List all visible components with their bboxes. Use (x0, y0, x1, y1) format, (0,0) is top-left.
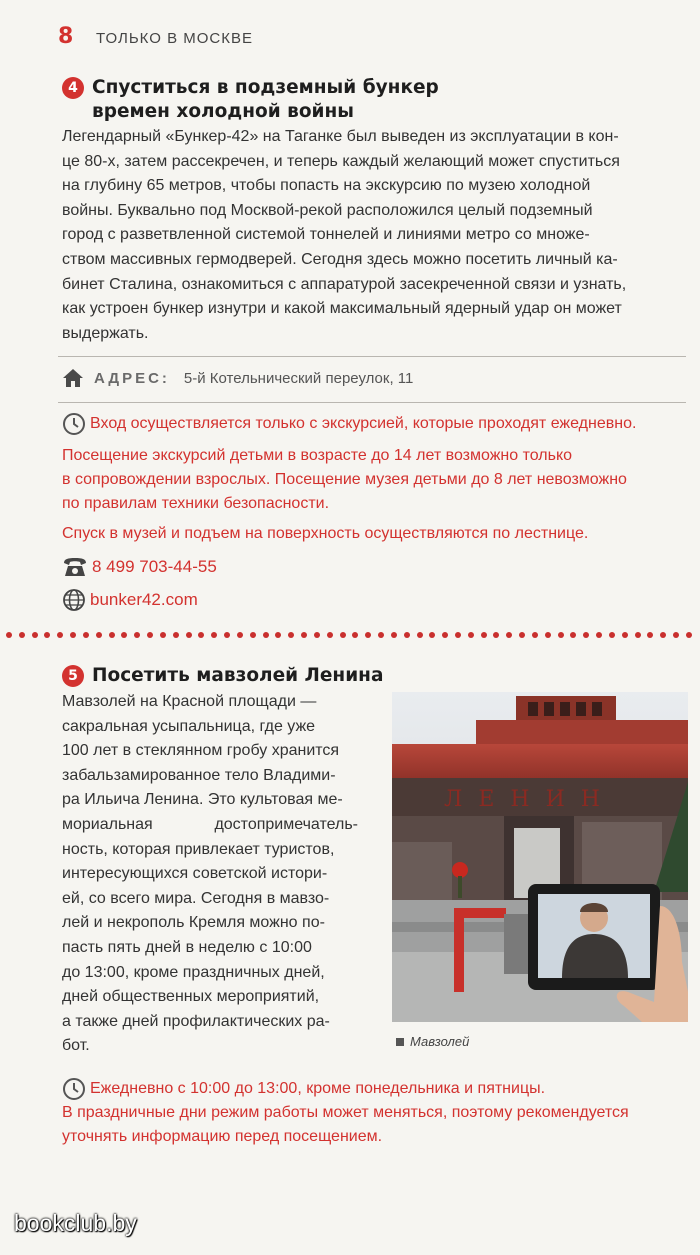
separator-dot (481, 632, 487, 638)
separator-dot (417, 632, 423, 638)
mausoleum-sign: ЛЕНИН (444, 787, 616, 812)
section-number-badge: 4 (62, 77, 84, 99)
separator-dot (224, 632, 230, 638)
globe-icon (62, 588, 86, 612)
notice-line: В праздничные дни режим работы может меняться, поэтому рекомендуется (62, 1104, 629, 1121)
separator-dot (314, 632, 320, 638)
body-line: це 80-х, затем рассекречен, и теперь каждый желающий может спуститься (62, 152, 620, 170)
body-line: город с разветвленной системой тоннелей и линиями метро со множе- (62, 226, 590, 244)
home-icon (62, 368, 84, 388)
separator-dot (263, 632, 269, 638)
separator-dot (237, 632, 243, 638)
divider (58, 402, 686, 403)
separator-dot (596, 632, 602, 638)
separator-dot (352, 632, 358, 638)
separator-dot (660, 632, 666, 638)
separator-dot (173, 632, 179, 638)
separator-dot (391, 632, 397, 638)
separator-dot (365, 632, 371, 638)
separator-dot (442, 632, 448, 638)
separator-dot (327, 632, 333, 638)
watermark: bookclub.by (14, 1210, 137, 1236)
body-line: мориальная достопримечатель- (62, 815, 358, 833)
body-line: ей, со всего мира. Сегодня в мавзо- (62, 889, 330, 907)
dotted-separator (0, 629, 700, 641)
body-line: выдержать. (62, 324, 149, 342)
phone-row (62, 556, 217, 578)
body-line: пасть пять дней в неделю с 10:00 (62, 938, 312, 956)
separator-dot (211, 632, 217, 638)
separator-dot (96, 632, 102, 638)
age-notice (62, 444, 627, 516)
separator-dot (121, 632, 127, 638)
section-4-title (92, 76, 439, 124)
mausoleum-photo (392, 692, 688, 1022)
address-row (62, 368, 413, 388)
separator-dot (109, 632, 115, 638)
notice-line: по правилам техники безопасности. (62, 495, 330, 512)
body-line: лей и некрополь Кремля можно по- (62, 914, 325, 932)
phone-icon (62, 556, 88, 578)
phone-number[interactable]: 8 499 703-44-55 (92, 557, 217, 576)
body-line: сакральная усыпальница, где уже (62, 717, 316, 735)
separator-dot (519, 632, 525, 638)
section-5-title: Посетить мавзолей Ленина (92, 665, 384, 686)
hours-text: Ежедневно с 10:00 до 13:00, кроме понедельника и пятницы. (90, 1080, 546, 1097)
separator-dot (70, 632, 76, 638)
separator-dot (83, 632, 89, 638)
body-line: войны. Буквально под Москвой-рекой расположился целый подземный (62, 201, 593, 219)
separator-dot (404, 632, 410, 638)
body-line: ра Ильича Ленина. Это культовая ме- (62, 791, 343, 809)
body-line: ность, которая привлекает туристов, (62, 840, 335, 858)
divider (58, 356, 686, 357)
separator-dot (647, 632, 653, 638)
photo-caption (396, 1034, 469, 1049)
mausoleum-hours-row (62, 1077, 545, 1101)
separator-dot (506, 632, 512, 638)
hours-row (62, 412, 636, 436)
separator-dot (686, 632, 692, 638)
separator-dot (570, 632, 576, 638)
section-4-heading (62, 76, 439, 124)
body-line: на глубину 65 метров, чтобы попасть на экскурсию по музею холодной (62, 177, 591, 195)
body-line: бинет Сталина, ознакомиться с аппаратурой засекреченной связи и узнать, (62, 275, 627, 293)
section-number-badge: 5 (62, 665, 84, 687)
separator-dot (57, 632, 63, 638)
section-5-heading (62, 664, 383, 688)
notice-line: в сопровождении взрослых. Посещение музея детьми до 8 лет невозможно (62, 471, 627, 488)
body-line: до 13:00, кроме праздничных дней, (62, 963, 325, 981)
body-line: Мавзолей на Красной площади — (62, 693, 317, 710)
body-line: а также дней профилактических ра- (62, 1012, 330, 1030)
separator-dot (19, 632, 25, 638)
separator-dot (147, 632, 153, 638)
body-line: дней общественных мероприятий, (62, 988, 320, 1006)
separator-dot (622, 632, 628, 638)
body-line: бот. (62, 1037, 90, 1055)
body-line: 100 лет в стеклянном гробу хранится (62, 742, 340, 760)
separator-dot (532, 632, 538, 638)
body-line: ством массивных гермодверей. Сегодня здесь можно посетить личный ка- (62, 250, 618, 268)
separator-dot (186, 632, 192, 638)
separator-dot (673, 632, 679, 638)
body-line: как устроен бункер изнутри и какой максимальный ядерный удар он может (62, 300, 622, 318)
separator-dot (429, 632, 435, 638)
stairs-notice: Спуск в музей и подъем на поверхность осуществляются по лестнице. (62, 525, 589, 542)
separator-dot (340, 632, 346, 638)
separator-dot (545, 632, 551, 638)
section-5-body (62, 690, 358, 1059)
running-title: ТОЛЬКО В МОСКВЕ (96, 30, 253, 47)
separator-dot (635, 632, 641, 638)
separator-dot (493, 632, 499, 638)
clock-icon (62, 412, 86, 436)
separator-dot (468, 632, 474, 638)
hours-text: Вход осуществляется только с экскурсией, которые проходят ежедневно. (90, 415, 637, 432)
separator-dot (378, 632, 384, 638)
separator-dot (6, 632, 12, 638)
separator-dot (198, 632, 204, 638)
notice-line: Посещение экскурсий детьми в возрасте до 14 лет возможно только (62, 447, 573, 464)
separator-dot (134, 632, 140, 638)
separator-dot (32, 632, 38, 638)
separator-dot (558, 632, 564, 638)
caption-marker (396, 1038, 404, 1046)
separator-dot (250, 632, 256, 638)
website-link[interactable]: bunker42.com (90, 590, 198, 609)
separator-dot (583, 632, 589, 638)
address-label: АДРЕС: (94, 369, 170, 387)
holiday-notice (62, 1101, 629, 1149)
separator-dot (609, 632, 615, 638)
clock-icon (62, 1077, 86, 1101)
section-4-body (62, 125, 686, 346)
notice-line: уточнять информацию перед посещением. (62, 1128, 383, 1145)
page-number: 8 (58, 24, 74, 49)
website-row (62, 588, 198, 612)
section-title-line: времен холодной войны (92, 101, 355, 122)
separator-dot (160, 632, 166, 638)
separator-dot (44, 632, 50, 638)
address-value: 5-й Котельнический переулок, 11 (183, 369, 414, 387)
body-line: Легендарный «Бункер-42» на Таганке был выведен из эксплуатации в кон- (62, 128, 619, 145)
caption-text: Мавзолей (410, 1034, 470, 1049)
separator-dot (301, 632, 307, 638)
separator-dot (288, 632, 294, 638)
body-line: забальзамированное тело Владими- (62, 766, 336, 784)
body-line: интересующихся советской истори- (62, 865, 328, 883)
separator-dot (275, 632, 281, 638)
section-title-line: Спуститься в подземный бункер (92, 77, 439, 98)
separator-dot (455, 632, 461, 638)
